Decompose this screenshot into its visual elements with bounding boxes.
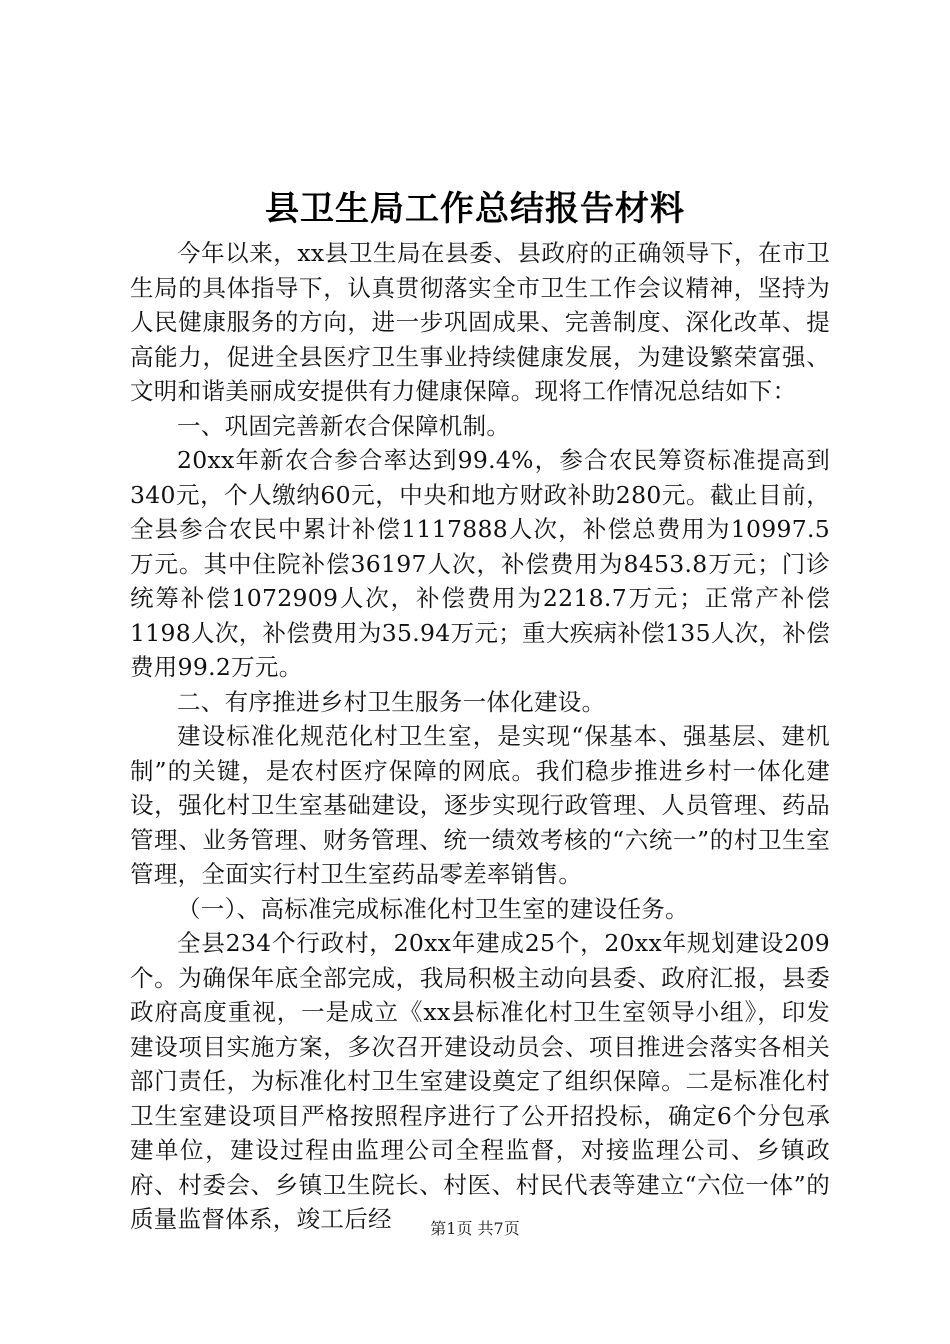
- document-body: [130, 236, 830, 1237]
- paragraph-ncms-stats: 20xx年新农合参合率达到99.4%，参合农民筹资标准提高到340元，个人缴纳60元，中央和地方财政补助280元。截止目前，全县参合农民中累计补偿1117888人次，补偿总费用为10997.5万元。其中住院补偿36197人次，补偿费用为8453.8万元；门诊统筹补偿1072909人次，补偿费用为2218.7万元；正常产补偿1198人次，补偿费用为35.94万元；重大疾病补偿135人次，补偿费用99.2万元。: [130, 446, 830, 681]
- section-heading-1: 一、巩固完善新农合保障机制。: [177, 411, 511, 440]
- paragraph-clinic-construction: 全县234个行政村，20xx年建成25个，20xx年规划建设209个。为确保年底全部完成，我局积极主动向县委、政府汇报，县委政府高度重视，一是成立《xx县标准化村卫生室领导小组》，印发建设项目实施方案，多次召开建设动员会、项目推进会落实各相关部门责任，为标准化村卫生室建设奠定了组织保障。二是标准化村卫生室建设项目严格按照程序进行了公开招投标，确定6个分包承建单位，建设过程由监理公司全程监督，对接监理公司、乡镇政府、村委会、乡镇卫生院长、村医、村民代表等建立“六位一体”的质量监督体系，竣工后经: [130, 929, 830, 1233]
- paragraph-intro: 今年以来，xx县卫生局在县委、县政府的正确领导下，在市卫生局的具体指导下，认真贯彻落实全市卫生工作会议精神，坚持为人民健康服务的方向，进一步巩固成果、完善制度、深化改革、提高能力，促进全县医疗卫生事业持续健康发展，为建设繁荣富强、文明和谐美丽成安提供有力健康保障。现将工作情况总结如下：: [130, 239, 830, 405]
- subsection-heading-1: （一）、高标准完成标准化村卫生室的建设任务。: [177, 894, 689, 923]
- section-heading-2: 二、有序推进乡村卫生服务一体化建设。: [177, 687, 606, 716]
- document-title: 县卫生局工作总结报告材料: [265, 189, 685, 229]
- page-footer: 第1页 共7页: [430, 1219, 520, 1238]
- paragraph-clinic-integration: 建设标准化规范化村卫生室，是实现“保基本、强基层、建机制”的关键，是农村医疗保障的网底。我们稳步推进乡村一体化建设，强化村卫生室基础建设，逐步实现行政管理、人员管理、药品管理、业务管理、财务管理、统一绩效考核的“六统一”的村卫生室管理，全面实行村卫生室药品零差率销售。: [130, 722, 830, 888]
